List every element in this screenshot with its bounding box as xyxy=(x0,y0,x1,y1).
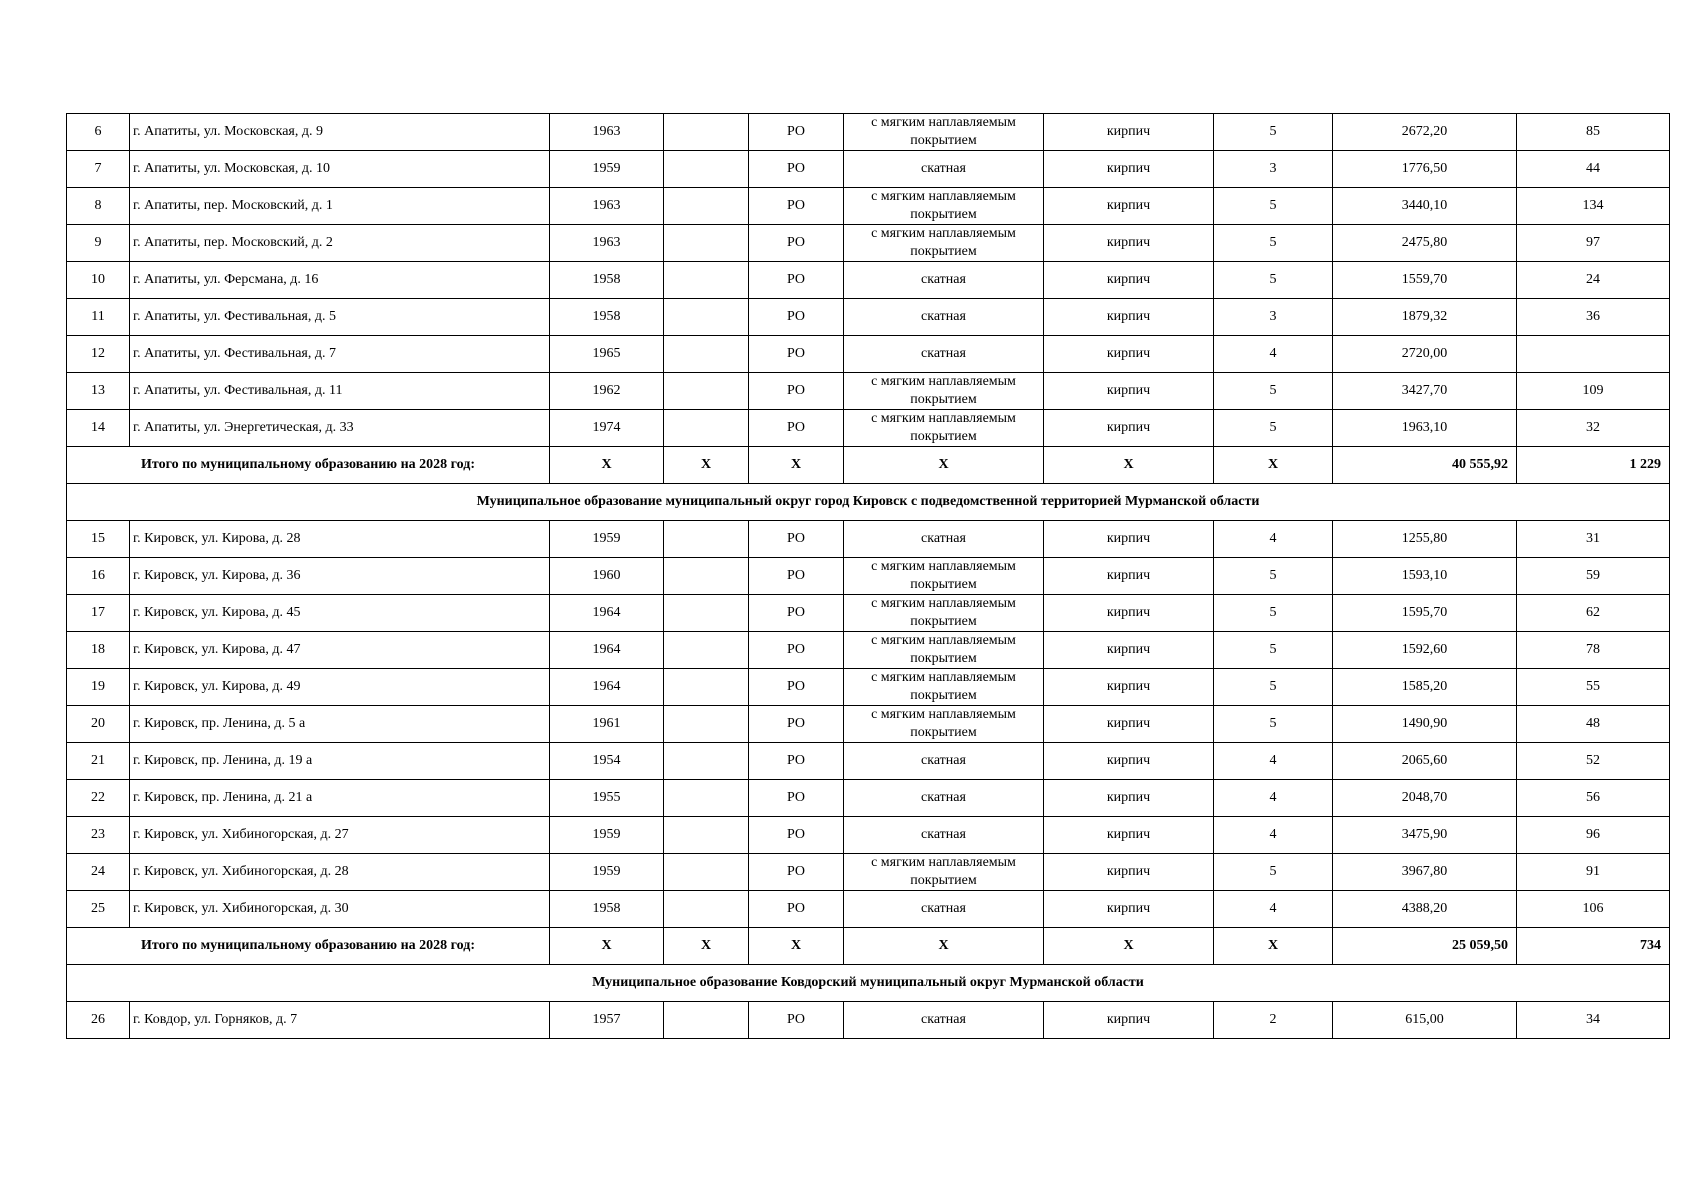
wall-material: кирпич xyxy=(1044,854,1214,891)
floor-count: 5 xyxy=(1214,632,1333,669)
total-area: 4388,20 xyxy=(1333,891,1517,928)
roof-type: с мягким наплавляемым покрытием xyxy=(844,632,1044,669)
program-code: РО xyxy=(749,188,844,225)
resident-count: 31 xyxy=(1517,521,1670,558)
empty-cell xyxy=(664,1002,749,1039)
total-area: 2048,70 xyxy=(1333,780,1517,817)
build-year: 1957 xyxy=(550,1002,664,1039)
resident-count: 48 xyxy=(1517,706,1670,743)
resident-count: 36 xyxy=(1517,299,1670,336)
wall-material: кирпич xyxy=(1044,151,1214,188)
build-year: 1962 xyxy=(550,373,664,410)
table-row xyxy=(67,780,1670,817)
build-year: 1958 xyxy=(550,262,664,299)
resident-count: 85 xyxy=(1517,114,1670,151)
roof-type: скатная xyxy=(844,336,1044,373)
build-year: 1958 xyxy=(550,891,664,928)
empty-cell xyxy=(664,114,749,151)
resident-count xyxy=(1517,336,1670,373)
roof-type: с мягким наплавляемым покрытием xyxy=(844,706,1044,743)
row-number: 13 xyxy=(67,373,130,410)
table-row xyxy=(67,151,1670,188)
resident-count: 56 xyxy=(1517,780,1670,817)
program-code: РО xyxy=(749,595,844,632)
floor-count: 4 xyxy=(1214,336,1333,373)
empty-cell xyxy=(664,706,749,743)
program-code: РО xyxy=(749,743,844,780)
program-code: РО xyxy=(749,299,844,336)
build-year: 1958 xyxy=(550,299,664,336)
wall-material: кирпич xyxy=(1044,1002,1214,1039)
roof-type: с мягким наплавляемым покрытием xyxy=(844,188,1044,225)
empty-cell xyxy=(664,336,749,373)
wall-material: кирпич xyxy=(1044,743,1214,780)
subtotal-x-mark: X xyxy=(550,447,664,484)
total-area: 1593,10 xyxy=(1333,558,1517,595)
roof-type: с мягким наплавляемым покрытием xyxy=(844,225,1044,262)
address: г. Кировск, ул. Кирова, д. 45 xyxy=(130,595,550,632)
floor-count: 5 xyxy=(1214,114,1333,151)
program-code: РО xyxy=(749,373,844,410)
floor-count: 2 xyxy=(1214,1002,1333,1039)
build-year: 1959 xyxy=(550,151,664,188)
wall-material: кирпич xyxy=(1044,558,1214,595)
program-code: РО xyxy=(749,410,844,447)
wall-material: кирпич xyxy=(1044,632,1214,669)
housing-table xyxy=(66,113,1670,1039)
subtotal-x-mark: X xyxy=(664,447,749,484)
roof-type: с мягким наплавляемым покрытием xyxy=(844,669,1044,706)
table-row xyxy=(67,262,1670,299)
section-heading-row xyxy=(67,965,1670,1002)
program-code: РО xyxy=(749,632,844,669)
resident-count: 32 xyxy=(1517,410,1670,447)
empty-cell xyxy=(664,410,749,447)
table-row xyxy=(67,299,1670,336)
resident-count: 96 xyxy=(1517,817,1670,854)
row-number: 18 xyxy=(67,632,130,669)
row-number: 7 xyxy=(67,151,130,188)
total-area: 2720,00 xyxy=(1333,336,1517,373)
roof-type: скатная xyxy=(844,743,1044,780)
build-year: 1961 xyxy=(550,706,664,743)
row-number: 17 xyxy=(67,595,130,632)
table-row xyxy=(67,410,1670,447)
address: г. Кировск, ул. Хибиногорская, д. 27 xyxy=(130,817,550,854)
empty-cell xyxy=(664,262,749,299)
wall-material: кирпич xyxy=(1044,669,1214,706)
address: г. Кировск, ул. Кирова, д. 36 xyxy=(130,558,550,595)
empty-cell xyxy=(664,743,749,780)
build-year: 1955 xyxy=(550,780,664,817)
total-area: 1559,70 xyxy=(1333,262,1517,299)
resident-count: 59 xyxy=(1517,558,1670,595)
total-area: 1255,80 xyxy=(1333,521,1517,558)
row-number: 15 xyxy=(67,521,130,558)
build-year: 1959 xyxy=(550,521,664,558)
subtotal-x-mark: X xyxy=(550,928,664,965)
wall-material: кирпич xyxy=(1044,891,1214,928)
empty-cell xyxy=(664,299,749,336)
wall-material: кирпич xyxy=(1044,780,1214,817)
wall-material: кирпич xyxy=(1044,225,1214,262)
subtotal-residents: 734 xyxy=(1517,928,1670,965)
table-row xyxy=(67,225,1670,262)
table-row xyxy=(67,817,1670,854)
address: г. Апатиты, ул. Фестивальная, д. 5 xyxy=(130,299,550,336)
empty-cell xyxy=(664,891,749,928)
row-number: 24 xyxy=(67,854,130,891)
total-area: 2475,80 xyxy=(1333,225,1517,262)
municipality-heading: Муниципальное образование муниципальный округ город Кировск с подведомственной территорией Мурманской области xyxy=(67,484,1670,521)
program-code: РО xyxy=(749,817,844,854)
resident-count: 52 xyxy=(1517,743,1670,780)
row-number: 16 xyxy=(67,558,130,595)
subtotal-x-mark: X xyxy=(664,928,749,965)
empty-cell xyxy=(664,854,749,891)
subtotal-residents: 1 229 xyxy=(1517,447,1670,484)
empty-cell xyxy=(664,669,749,706)
resident-count: 91 xyxy=(1517,854,1670,891)
address: г. Апатиты, ул. Московская, д. 10 xyxy=(130,151,550,188)
subtotal-x-mark: X xyxy=(749,447,844,484)
floor-count: 5 xyxy=(1214,595,1333,632)
wall-material: кирпич xyxy=(1044,521,1214,558)
program-code: РО xyxy=(749,854,844,891)
floor-count: 4 xyxy=(1214,521,1333,558)
subtotal-x-mark: X xyxy=(749,928,844,965)
program-code: РО xyxy=(749,225,844,262)
table-row xyxy=(67,373,1670,410)
floor-count: 5 xyxy=(1214,558,1333,595)
row-number: 12 xyxy=(67,336,130,373)
subtotal-area: 25 059,50 xyxy=(1333,928,1517,965)
address: г. Апатиты, пер. Московский, д. 2 xyxy=(130,225,550,262)
program-code: РО xyxy=(749,891,844,928)
address: г. Апатиты, пер. Московский, д. 1 xyxy=(130,188,550,225)
roof-type: скатная xyxy=(844,1002,1044,1039)
floor-count: 4 xyxy=(1214,891,1333,928)
wall-material: кирпич xyxy=(1044,299,1214,336)
total-area: 1592,60 xyxy=(1333,632,1517,669)
resident-count: 78 xyxy=(1517,632,1670,669)
subtotal-row xyxy=(67,928,1670,965)
roof-type: с мягким наплавляемым покрытием xyxy=(844,854,1044,891)
build-year: 1959 xyxy=(550,854,664,891)
build-year: 1964 xyxy=(550,669,664,706)
row-number: 8 xyxy=(67,188,130,225)
total-area: 2065,60 xyxy=(1333,743,1517,780)
program-code: РО xyxy=(749,521,844,558)
program-code: РО xyxy=(749,780,844,817)
floor-count: 5 xyxy=(1214,225,1333,262)
program-code: РО xyxy=(749,1002,844,1039)
address: г. Апатиты, ул. Ферсмана, д. 16 xyxy=(130,262,550,299)
subtotal-label: Итого по муниципальному образованию на 2028 год: xyxy=(67,447,550,484)
total-area: 3427,70 xyxy=(1333,373,1517,410)
address: г. Кировск, ул. Кирова, д. 49 xyxy=(130,669,550,706)
total-area: 1963,10 xyxy=(1333,410,1517,447)
wall-material: кирпич xyxy=(1044,410,1214,447)
roof-type: скатная xyxy=(844,151,1044,188)
roof-type: скатная xyxy=(844,780,1044,817)
row-number: 25 xyxy=(67,891,130,928)
build-year: 1965 xyxy=(550,336,664,373)
roof-type: с мягким наплавляемым покрытием xyxy=(844,595,1044,632)
floor-count: 4 xyxy=(1214,780,1333,817)
address: г. Кировск, пр. Ленина, д. 21 а xyxy=(130,780,550,817)
total-area: 1595,70 xyxy=(1333,595,1517,632)
resident-count: 109 xyxy=(1517,373,1670,410)
empty-cell xyxy=(664,188,749,225)
row-number: 11 xyxy=(67,299,130,336)
wall-material: кирпич xyxy=(1044,114,1214,151)
municipality-heading: Муниципальное образование Ковдорский муниципальный округ Мурманской области xyxy=(67,965,1670,1002)
build-year: 1963 xyxy=(550,114,664,151)
program-code: РО xyxy=(749,114,844,151)
table-row xyxy=(67,595,1670,632)
floor-count: 5 xyxy=(1214,262,1333,299)
total-area: 1879,32 xyxy=(1333,299,1517,336)
subtotal-x-mark: X xyxy=(1214,928,1333,965)
address: г. Апатиты, ул. Фестивальная, д. 7 xyxy=(130,336,550,373)
address: г. Апатиты, ул. Энергетическая, д. 33 xyxy=(130,410,550,447)
table-row xyxy=(67,558,1670,595)
build-year: 1963 xyxy=(550,188,664,225)
roof-type: с мягким наплавляемым покрытием xyxy=(844,558,1044,595)
address: г. Ковдор, ул. Горняков, д. 7 xyxy=(130,1002,550,1039)
roof-type: скатная xyxy=(844,817,1044,854)
table-row xyxy=(67,114,1670,151)
floor-count: 3 xyxy=(1214,151,1333,188)
resident-count: 62 xyxy=(1517,595,1670,632)
row-number: 10 xyxy=(67,262,130,299)
program-code: РО xyxy=(749,262,844,299)
resident-count: 55 xyxy=(1517,669,1670,706)
floor-count: 5 xyxy=(1214,188,1333,225)
subtotal-x-mark: X xyxy=(1044,928,1214,965)
floor-count: 4 xyxy=(1214,817,1333,854)
resident-count: 97 xyxy=(1517,225,1670,262)
wall-material: кирпич xyxy=(1044,262,1214,299)
wall-material: кирпич xyxy=(1044,706,1214,743)
program-code: РО xyxy=(749,558,844,595)
address: г. Кировск, ул. Хибиногорская, д. 28 xyxy=(130,854,550,891)
subtotal-area: 40 555,92 xyxy=(1333,447,1517,484)
row-number: 20 xyxy=(67,706,130,743)
address: г. Апатиты, ул. Московская, д. 9 xyxy=(130,114,550,151)
row-number: 22 xyxy=(67,780,130,817)
empty-cell xyxy=(664,151,749,188)
table-row xyxy=(67,891,1670,928)
subtotal-label: Итого по муниципальному образованию на 2028 год: xyxy=(67,928,550,965)
address: г. Кировск, ул. Кирова, д. 47 xyxy=(130,632,550,669)
address: г. Кировск, ул. Хибиногорская, д. 30 xyxy=(130,891,550,928)
total-area: 1490,90 xyxy=(1333,706,1517,743)
table-row xyxy=(67,1002,1670,1039)
subtotal-x-mark: X xyxy=(1214,447,1333,484)
resident-count: 106 xyxy=(1517,891,1670,928)
address: г. Кировск, пр. Ленина, д. 19 а xyxy=(130,743,550,780)
row-number: 21 xyxy=(67,743,130,780)
wall-material: кирпич xyxy=(1044,188,1214,225)
empty-cell xyxy=(664,817,749,854)
roof-type: скатная xyxy=(844,262,1044,299)
wall-material: кирпич xyxy=(1044,817,1214,854)
program-code: РО xyxy=(749,151,844,188)
table-row xyxy=(67,854,1670,891)
build-year: 1954 xyxy=(550,743,664,780)
section-heading-row xyxy=(67,484,1670,521)
floor-count: 4 xyxy=(1214,743,1333,780)
address: г. Кировск, пр. Ленина, д. 5 а xyxy=(130,706,550,743)
roof-type: с мягким наплавляемым покрытием xyxy=(844,410,1044,447)
table-row xyxy=(67,632,1670,669)
total-area: 1776,50 xyxy=(1333,151,1517,188)
program-code: РО xyxy=(749,336,844,373)
resident-count: 34 xyxy=(1517,1002,1670,1039)
empty-cell xyxy=(664,558,749,595)
table-row xyxy=(67,521,1670,558)
build-year: 1963 xyxy=(550,225,664,262)
resident-count: 44 xyxy=(1517,151,1670,188)
table-row xyxy=(67,669,1670,706)
floor-count: 5 xyxy=(1214,669,1333,706)
total-area: 1585,20 xyxy=(1333,669,1517,706)
total-area: 3967,80 xyxy=(1333,854,1517,891)
floor-count: 5 xyxy=(1214,706,1333,743)
resident-count: 24 xyxy=(1517,262,1670,299)
build-year: 1960 xyxy=(550,558,664,595)
total-area: 2672,20 xyxy=(1333,114,1517,151)
address: г. Апатиты, ул. Фестивальная, д. 11 xyxy=(130,373,550,410)
program-code: РО xyxy=(749,669,844,706)
build-year: 1974 xyxy=(550,410,664,447)
table-row xyxy=(67,743,1670,780)
build-year: 1964 xyxy=(550,595,664,632)
row-number: 23 xyxy=(67,817,130,854)
row-number: 6 xyxy=(67,114,130,151)
subtotal-row xyxy=(67,447,1670,484)
empty-cell xyxy=(664,521,749,558)
total-area: 3475,90 xyxy=(1333,817,1517,854)
address: г. Кировск, ул. Кирова, д. 28 xyxy=(130,521,550,558)
table-body xyxy=(67,114,1670,1039)
row-number: 26 xyxy=(67,1002,130,1039)
floor-count: 5 xyxy=(1214,410,1333,447)
roof-type: с мягким наплавляемым покрытием xyxy=(844,114,1044,151)
total-area: 3440,10 xyxy=(1333,188,1517,225)
empty-cell xyxy=(664,632,749,669)
wall-material: кирпич xyxy=(1044,373,1214,410)
floor-count: 3 xyxy=(1214,299,1333,336)
total-area: 615,00 xyxy=(1333,1002,1517,1039)
empty-cell xyxy=(664,780,749,817)
floor-count: 5 xyxy=(1214,854,1333,891)
resident-count: 134 xyxy=(1517,188,1670,225)
table-row xyxy=(67,336,1670,373)
build-year: 1959 xyxy=(550,817,664,854)
row-number: 9 xyxy=(67,225,130,262)
row-number: 14 xyxy=(67,410,130,447)
wall-material: кирпич xyxy=(1044,336,1214,373)
empty-cell xyxy=(664,373,749,410)
build-year: 1964 xyxy=(550,632,664,669)
subtotal-x-mark: X xyxy=(844,928,1044,965)
roof-type: скатная xyxy=(844,891,1044,928)
roof-type: скатная xyxy=(844,299,1044,336)
empty-cell xyxy=(664,595,749,632)
subtotal-x-mark: X xyxy=(844,447,1044,484)
table-row xyxy=(67,188,1670,225)
roof-type: скатная xyxy=(844,521,1044,558)
empty-cell xyxy=(664,225,749,262)
program-code: РО xyxy=(749,706,844,743)
floor-count: 5 xyxy=(1214,373,1333,410)
wall-material: кирпич xyxy=(1044,595,1214,632)
row-number: 19 xyxy=(67,669,130,706)
subtotal-x-mark: X xyxy=(1044,447,1214,484)
roof-type: с мягким наплавляемым покрытием xyxy=(844,373,1044,410)
table-row xyxy=(67,706,1670,743)
